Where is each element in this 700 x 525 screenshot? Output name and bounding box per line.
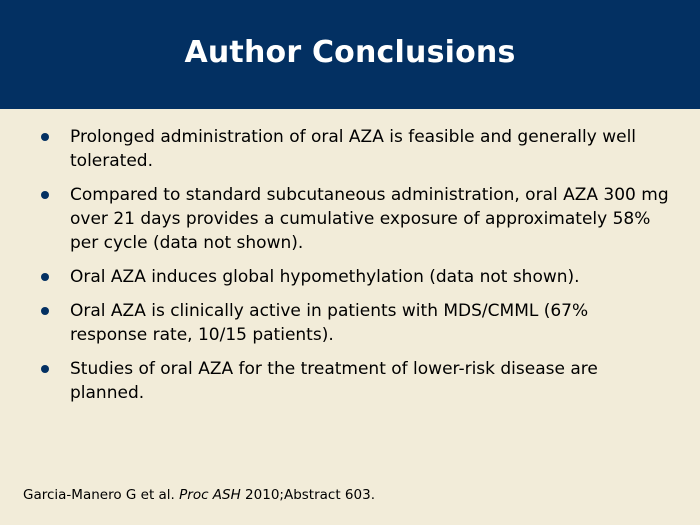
bullet-dot-icon xyxy=(41,191,49,199)
bullet-text: Compared to standard subcutaneous administration, oral AZA 300 mg over 21 days provides a cumulative exposure of approximately 58% per cycle (data not shown). xyxy=(70,185,669,253)
bullet-item xyxy=(0,183,700,255)
title-bar xyxy=(0,0,700,109)
bullet-list xyxy=(0,125,700,415)
citation-details: 2010;Abstract 603. xyxy=(240,487,375,503)
bullet-dot-icon xyxy=(41,133,49,141)
bullet-item xyxy=(0,299,700,347)
citation-authors: Garcia-Manero G et al. xyxy=(23,487,180,503)
bullet-item xyxy=(0,357,700,405)
bullet-dot-icon xyxy=(41,365,49,373)
bullet-dot-icon xyxy=(41,273,49,281)
citation-journal: Proc ASH xyxy=(179,487,241,503)
slide-title: Author Conclusions xyxy=(184,35,516,70)
bullet-dot-icon xyxy=(41,307,49,315)
bullet-text: Oral AZA induces global hypomethylation (data not shown). xyxy=(70,267,580,287)
bullet-text: Prolonged administration of oral AZA is feasible and generally well tolerated. xyxy=(70,127,637,171)
bullet-item xyxy=(0,265,700,289)
bullet-text: Oral AZA is clinically active in patients with MDS/CMML (67% response rate, 10/15 patients). xyxy=(70,301,589,345)
bullet-item xyxy=(0,125,700,173)
citation xyxy=(23,486,375,504)
bullet-text: Studies of oral AZA for the treatment of lower-risk disease are planned. xyxy=(70,359,598,403)
